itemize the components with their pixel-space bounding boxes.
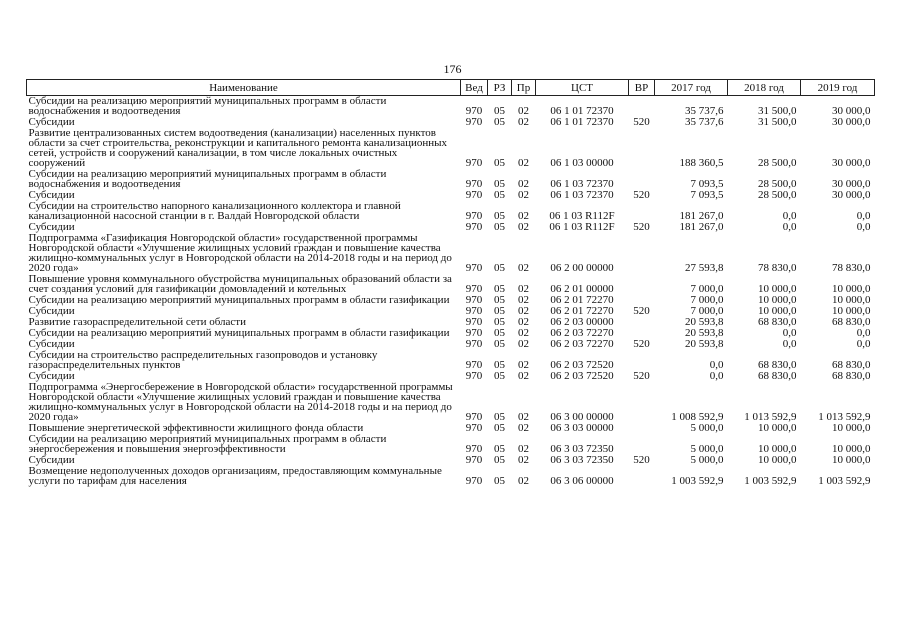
row-2018: 10 000,0 — [758, 454, 797, 466]
row-vr — [629, 382, 655, 423]
row-2017: 7 093,5 — [690, 189, 724, 201]
row-cst: 06 1 03 R112F — [549, 210, 615, 222]
row-2017: 7 000,0 — [690, 305, 724, 317]
table-row — [27, 466, 875, 487]
row-name: Субсидии на реализацию мероприятий муниципальных программ в области газификации — [28, 294, 450, 306]
row-2017: 20 593,8 — [685, 338, 724, 350]
row-rz: 05 — [494, 443, 505, 455]
row-pr: 02 — [518, 475, 529, 487]
row-2019: 78 830,0 — [832, 262, 871, 274]
row-2019: 68 830,0 — [832, 370, 871, 382]
row-ved: 970 — [465, 210, 483, 222]
row-2019: 10 000,0 — [832, 305, 871, 317]
row-name: Субсидии — [28, 370, 75, 382]
row-name: Субсидии — [28, 189, 75, 201]
row-ved: 970 — [465, 157, 483, 169]
row-vr — [629, 350, 655, 371]
header-2019: 2019 год — [801, 80, 875, 96]
row-rz: 05 — [494, 370, 505, 382]
row-name: Субсидии на реализацию мероприятий муниципальных программ в области водоснабжения и водоотведения — [28, 168, 387, 190]
row-ved: 970 — [465, 316, 483, 328]
table-row — [27, 201, 875, 222]
row-cst: 06 1 03 72370 — [550, 189, 614, 201]
row-rz: 05 — [494, 105, 505, 117]
row-name: Субсидии — [28, 221, 75, 233]
row-2018: 0,0 — [782, 210, 797, 222]
row-ved: 970 — [465, 305, 483, 317]
row-pr: 02 — [518, 305, 529, 317]
row-pr: 02 — [518, 116, 529, 128]
row-pr: 02 — [518, 411, 529, 423]
row-pr: 02 — [518, 157, 529, 169]
table-row — [27, 233, 875, 274]
row-name: Субсидии — [28, 454, 75, 466]
row-pr: 02 — [518, 294, 529, 306]
row-cst: 06 2 01 72270 — [550, 294, 614, 306]
row-2018: 10 000,0 — [758, 422, 797, 434]
row-ved: 970 — [465, 262, 483, 274]
row-vr — [629, 233, 655, 274]
row-cst: 06 3 06 00000 — [550, 475, 614, 487]
row-vr — [629, 434, 655, 455]
row-vr: 520 — [633, 454, 650, 466]
header-cst: ЦСТ — [536, 80, 629, 96]
row-rz: 05 — [494, 359, 505, 371]
row-2017: 1 003 592,9 — [671, 475, 724, 487]
row-vr: 520 — [633, 305, 650, 317]
row-2019: 0,0 — [856, 210, 871, 222]
row-vr: 520 — [633, 189, 650, 201]
row-pr: 02 — [518, 454, 529, 466]
row-2017: 27 593,8 — [685, 262, 724, 274]
row-2017: 20 593,8 — [685, 327, 724, 339]
row-rz: 05 — [494, 305, 505, 317]
row-pr: 02 — [518, 283, 529, 295]
header-rz: РЗ — [488, 80, 512, 96]
row-name: Развитие газораспределительной сети области — [28, 316, 247, 328]
row-2018: 28 500,0 — [758, 189, 797, 201]
row-rz: 05 — [494, 454, 505, 466]
row-rz: 05 — [494, 178, 505, 190]
header-2017: 2017 год — [655, 80, 728, 96]
row-2019: 0,0 — [856, 221, 871, 233]
row-ved: 970 — [465, 189, 483, 201]
row-rz: 05 — [494, 189, 505, 201]
row-ved: 970 — [465, 454, 483, 466]
row-vr — [629, 201, 655, 222]
row-rz: 05 — [494, 475, 505, 487]
table-row — [27, 382, 875, 423]
row-2019: 68 830,0 — [832, 316, 871, 328]
row-name: Субсидии на реализацию мероприятий муниципальных программ в области водоснабжения и водоотведения — [28, 95, 387, 117]
row-ved: 970 — [465, 283, 483, 295]
row-name: Субсидии на реализацию мероприятий муниципальных программ в области энергосбережения и повышения энергоэффективности — [28, 433, 387, 455]
table-row — [27, 434, 875, 455]
row-cst: 06 1 01 72370 — [550, 105, 614, 117]
row-cst: 06 3 03 00000 — [550, 422, 614, 434]
row-vr — [629, 274, 655, 295]
row-rz: 05 — [494, 422, 505, 434]
row-cst: 06 3 03 72350 — [550, 454, 614, 466]
row-2019: 1 003 592,9 — [818, 475, 871, 487]
row-2017: 1 008 592,9 — [671, 411, 724, 423]
row-pr: 02 — [518, 338, 529, 350]
row-vr — [629, 96, 655, 118]
row-2019: 10 000,0 — [832, 443, 871, 455]
table-row — [27, 169, 875, 190]
row-2017: 5 000,0 — [690, 454, 724, 466]
row-name: Возмещение недополученных доходов организациям, предоставляющим коммунальные услуги по тарифам для населения — [28, 465, 442, 487]
row-rz: 05 — [494, 221, 505, 233]
row-2017: 5 000,0 — [690, 443, 724, 455]
row-2017: 5 000,0 — [690, 422, 724, 434]
table-row — [27, 328, 875, 339]
row-pr: 02 — [518, 210, 529, 222]
page-number: 176 — [443, 62, 462, 76]
row-2018: 68 830,0 — [758, 359, 797, 371]
row-2018: 78 830,0 — [758, 262, 797, 274]
row-name: Субсидии на реализацию мероприятий муниципальных программ в области газификации — [28, 327, 450, 339]
row-2017: 7 093,5 — [690, 178, 724, 190]
row-ved: 970 — [465, 294, 483, 306]
row-pr: 02 — [518, 189, 529, 201]
row-pr: 02 — [518, 443, 529, 455]
row-pr: 02 — [518, 178, 529, 190]
row-ved: 970 — [465, 370, 483, 382]
row-2018: 10 000,0 — [758, 443, 797, 455]
row-name: Повышение уровня коммунального обустройства муниципальных образований области за счет создания условий для газификации домовладений и котельных — [28, 273, 452, 295]
row-2019: 10 000,0 — [832, 454, 871, 466]
row-ved: 970 — [465, 475, 483, 487]
header-ved: Вед — [461, 80, 488, 96]
row-ved: 970 — [465, 221, 483, 233]
row-vr — [629, 169, 655, 190]
row-vr: 520 — [633, 116, 650, 128]
row-cst: 06 2 01 00000 — [550, 283, 614, 295]
row-rz: 05 — [494, 327, 505, 339]
row-2017: 0,0 — [709, 370, 724, 382]
row-pr: 02 — [518, 359, 529, 371]
table-row — [27, 96, 875, 118]
row-cst: 06 2 03 00000 — [550, 316, 614, 328]
budget-table — [26, 79, 875, 487]
row-cst: 06 1 01 72370 — [550, 116, 614, 128]
row-ved: 970 — [465, 327, 483, 339]
row-2019: 10 000,0 — [832, 422, 871, 434]
row-rz: 05 — [494, 338, 505, 350]
row-2018: 10 000,0 — [758, 294, 797, 306]
table-body — [27, 96, 875, 488]
row-2018: 28 500,0 — [758, 157, 797, 169]
row-2017: 181 267,0 — [679, 221, 724, 233]
row-2018: 1 013 592,9 — [744, 411, 797, 423]
table-header-row — [27, 80, 875, 96]
row-rz: 05 — [494, 283, 505, 295]
row-vr: 520 — [633, 221, 650, 233]
row-cst: 06 2 03 72520 — [550, 370, 614, 382]
row-2017: 35 737,6 — [685, 116, 724, 128]
row-cst: 06 2 01 72270 — [550, 305, 614, 317]
row-2017: 20 593,8 — [685, 316, 724, 328]
row-2019: 68 830,0 — [832, 359, 871, 371]
table-row — [27, 350, 875, 371]
row-rz: 05 — [494, 262, 505, 274]
row-rz: 05 — [494, 116, 505, 128]
row-cst: 06 1 03 R112F — [549, 221, 615, 233]
row-pr: 02 — [518, 370, 529, 382]
row-name: Развитие централизованных систем водоотведения (канализации) населенных пунктов области за счет строительства, реконструкции и капитального ремонта канализационных сетей, устройств и сооружений канализации, в том числе локальных очистных сооружений — [28, 127, 448, 169]
row-ved: 970 — [465, 411, 483, 423]
row-vr — [629, 466, 655, 487]
row-2018: 28 500,0 — [758, 178, 797, 190]
row-2019: 30 000,0 — [832, 178, 871, 190]
row-2019: 1 013 592,9 — [818, 411, 871, 423]
row-2017: 7 000,0 — [690, 294, 724, 306]
row-name: Подпрограмма «Газификация Новгородской области» государственной программы Новгородской области «Улучшение жилищных условий граждан и повышение качества жилищно-коммунальных услуг в Новгородской области на 2014-2018 годы и на период до 2020 года» — [28, 232, 452, 274]
row-name: Субсидии — [28, 305, 75, 317]
row-name: Субсидии на строительство распределительных газопроводов и установку газораспределительных пунктов — [28, 349, 378, 371]
row-cst: 06 3 03 72350 — [550, 443, 614, 455]
row-2018: 31 500,0 — [758, 105, 797, 117]
row-cst: 06 1 03 00000 — [550, 157, 614, 169]
row-vr — [629, 128, 655, 169]
row-2017: 35 737,6 — [685, 105, 724, 117]
header-pr: Пр — [512, 80, 536, 96]
row-vr — [629, 423, 655, 434]
row-cst: 06 2 03 72520 — [550, 359, 614, 371]
header-2018: 2018 год — [728, 80, 801, 96]
row-2017: 0,0 — [709, 359, 724, 371]
row-pr: 02 — [518, 262, 529, 274]
row-2018: 10 000,0 — [758, 305, 797, 317]
row-ved: 970 — [465, 359, 483, 371]
row-cst: 06 2 00 00000 — [550, 262, 614, 274]
row-2019: 30 000,0 — [832, 105, 871, 117]
row-2018: 0,0 — [782, 338, 797, 350]
row-vr: 520 — [633, 338, 650, 350]
row-rz: 05 — [494, 157, 505, 169]
row-2018: 0,0 — [782, 221, 797, 233]
row-2019: 30 000,0 — [832, 116, 871, 128]
header-name: Наименование — [27, 80, 461, 96]
row-ved: 970 — [465, 338, 483, 350]
header-vr: ВР — [629, 80, 655, 96]
row-cst: 06 3 00 00000 — [550, 411, 614, 423]
table-row — [27, 295, 875, 306]
row-2018: 0,0 — [782, 327, 797, 339]
row-name: Субсидии — [28, 338, 75, 350]
row-pr: 02 — [518, 105, 529, 117]
row-name: Повышение энергетической эффективности жилищного фонда области — [28, 422, 364, 434]
row-2018: 31 500,0 — [758, 116, 797, 128]
row-name: Подпрограмма «Энергосбережение в Новгородской области» государственной программы Новгородской области «Улучшение жилищных условий граждан и повышение качества жилищно-коммунальных услуг в Новгородской области на 2014-2018 годы и на период до 2020 года» — [28, 381, 453, 423]
table-row — [27, 274, 875, 295]
row-2019: 30 000,0 — [832, 189, 871, 201]
row-rz: 05 — [494, 411, 505, 423]
row-vr — [629, 317, 655, 328]
table-row — [27, 128, 875, 169]
row-2017: 188 360,5 — [679, 157, 724, 169]
row-vr: 520 — [633, 370, 650, 382]
row-pr: 02 — [518, 316, 529, 328]
row-rz: 05 — [494, 316, 505, 328]
row-cst: 06 2 03 72270 — [550, 327, 614, 339]
row-2018: 10 000,0 — [758, 283, 797, 295]
row-pr: 02 — [518, 327, 529, 339]
row-ved: 970 — [465, 178, 483, 190]
row-2018: 68 830,0 — [758, 370, 797, 382]
row-cst: 06 2 03 72270 — [550, 338, 614, 350]
row-pr: 02 — [518, 422, 529, 434]
row-rz: 05 — [494, 210, 505, 222]
row-name: Субсидии — [28, 116, 75, 128]
row-2019: 30 000,0 — [832, 157, 871, 169]
row-ved: 970 — [465, 443, 483, 455]
row-ved: 970 — [465, 105, 483, 117]
row-2017: 7 000,0 — [690, 283, 724, 295]
row-2019: 0,0 — [856, 327, 871, 339]
row-ved: 970 — [465, 116, 483, 128]
row-pr: 02 — [518, 221, 529, 233]
row-cst: 06 1 03 72370 — [550, 178, 614, 190]
row-name: Субсидии на строительство напорного канализационного коллектора и главной канализационной насосной станции в г. Валдай Новгородской области — [28, 200, 401, 222]
row-rz: 05 — [494, 294, 505, 306]
row-2018: 68 830,0 — [758, 316, 797, 328]
row-2019: 0,0 — [856, 338, 871, 350]
row-ved: 970 — [465, 422, 483, 434]
row-2018: 1 003 592,9 — [744, 475, 797, 487]
row-2017: 181 267,0 — [679, 210, 724, 222]
row-2019: 10 000,0 — [832, 294, 871, 306]
row-2019: 10 000,0 — [832, 283, 871, 295]
